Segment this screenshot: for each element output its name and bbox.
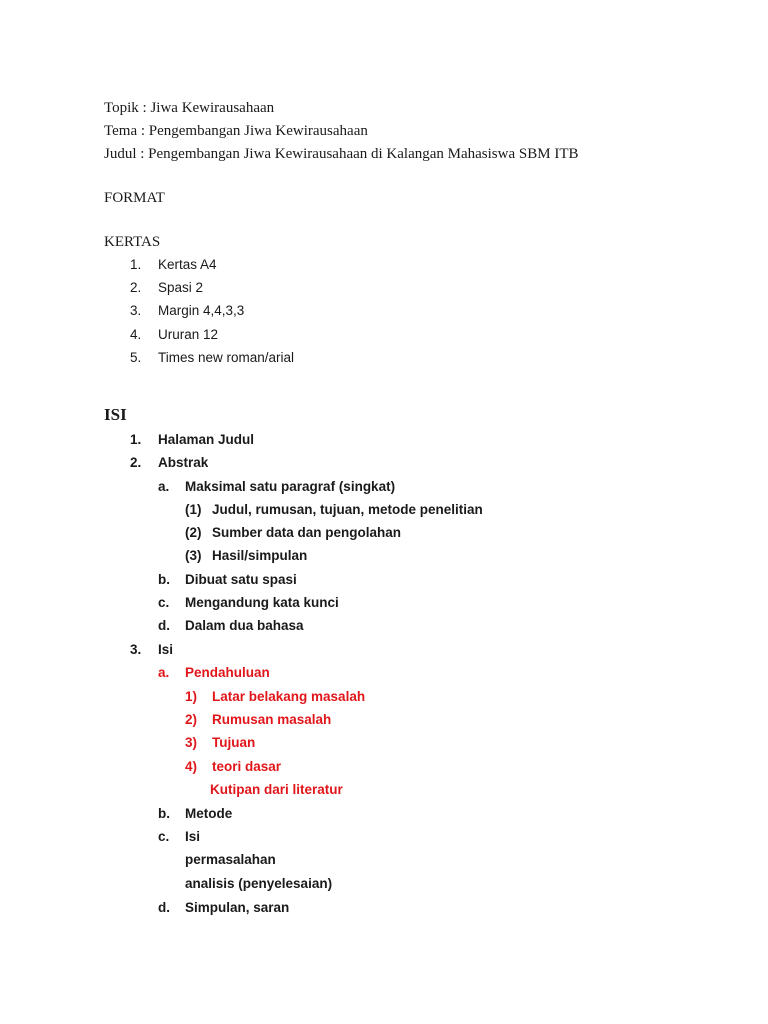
subsubitem-text: Rumusan masalah (212, 712, 332, 727)
subsubitem-num: 4) (185, 759, 198, 774)
subsubitem-text: Tujuan (212, 735, 256, 750)
kertas-item-num: 1. (130, 257, 142, 272)
subitem-text: Mengandung kata kunci (185, 595, 339, 610)
subsubitem-text: teori dasar (212, 759, 282, 774)
judul-line: Judul : Pengembangan Jiwa Kewirausahaan di Kalangan Mahasiswa SBM ITB (104, 146, 579, 162)
note-text: Kutipan dari literatur (210, 782, 343, 797)
subsubitem-text: Judul, rumusan, tujuan, metode penelitian (212, 502, 483, 517)
subsubitem-num: 2) (185, 712, 198, 727)
kertas-item-num: 3. (130, 303, 142, 318)
kertas-item-text: Times new roman/arial (158, 350, 295, 365)
subsubitem-num: (1) (185, 502, 202, 517)
subitem-letter: c. (158, 595, 170, 610)
kertas-item-num: 4. (130, 327, 142, 342)
subitem-text: Metode (185, 806, 233, 821)
isi-item-text: Halaman Judul (158, 432, 255, 447)
subitem-letter: d. (158, 618, 170, 633)
subitem-text: Isi (185, 829, 201, 844)
subitem-letter: d. (158, 900, 170, 915)
continuation-line: permasalahan (185, 852, 276, 867)
subitem-text: Dalam dua bahasa (185, 618, 304, 633)
subitem-letter: a. (158, 479, 170, 494)
kertas-item-num: 2. (130, 280, 142, 295)
kertas-item-text: Spasi 2 (158, 280, 204, 295)
subitem-text: Maksimal satu paragraf (singkat) (185, 479, 396, 494)
subitem-letter: b. (158, 572, 170, 587)
tema-line: Tema : Pengembangan Jiwa Kewirausahaan (104, 123, 368, 139)
topik-line: Topik : Jiwa Kewirausahaan (104, 100, 275, 116)
continuation-line: analisis (penyelesaian) (185, 876, 333, 891)
isi-heading: ISI (104, 405, 127, 424)
subsubitem-text: Sumber data dan pengolahan (212, 525, 402, 540)
subsubitem-num: 3) (185, 735, 198, 750)
subsubitem-text: Latar belakang masalah (212, 689, 366, 704)
subitem-letter: c. (158, 829, 170, 844)
isi-item-num: 3. (130, 642, 142, 657)
subitem-text: Dibuat satu spasi (185, 572, 297, 587)
kertas-heading: KERTAS (104, 234, 161, 250)
isi-item-text: Abstrak (158, 455, 209, 470)
subitem-letter: b. (158, 806, 170, 821)
subsubitem-num: 1) (185, 689, 198, 704)
subitem-letter: a. (158, 665, 170, 680)
subitem-text: Simpulan, saran (185, 900, 290, 915)
kertas-item-text: Margin 4,4,3,3 (158, 303, 245, 318)
isi-item-num: 1. (130, 432, 142, 447)
kertas-item-num: 5. (130, 350, 142, 365)
subitem-text: Pendahuluan (185, 665, 270, 680)
format-label: FORMAT (104, 190, 165, 206)
kertas-item-text: Ururan 12 (158, 327, 219, 342)
isi-item-num: 2. (130, 455, 142, 470)
isi-item-text: Isi (158, 642, 174, 657)
subsubitem-num: (2) (185, 525, 202, 540)
subsubitem-num: (3) (185, 548, 202, 563)
kertas-item-text: Kertas A4 (158, 257, 217, 272)
subsubitem-text: Hasil/simpulan (212, 548, 308, 563)
